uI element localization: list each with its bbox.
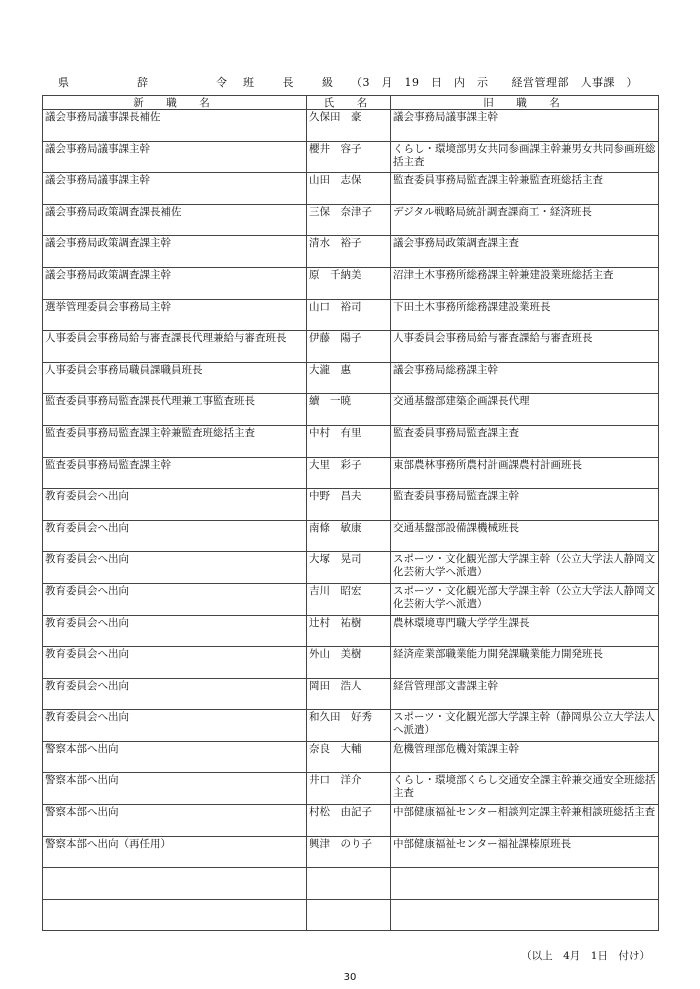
table-row xyxy=(43,805,659,837)
table-row xyxy=(43,773,659,805)
cell-name: 興津 のり子 xyxy=(307,836,391,868)
cell-name: 山田 志保 xyxy=(307,173,391,205)
cell-old-post: 沼津土木事務所総務課主幹兼建設業班総括主査 xyxy=(391,267,659,299)
cell-new-post: 教育委員会へ出向 xyxy=(43,583,307,615)
cell-name: 吉川 昭宏 xyxy=(307,583,391,615)
cell-name: 奈良 大輔 xyxy=(307,741,391,773)
cell-new-post: 監査委員事務局監査課長代理兼工事監査班長 xyxy=(43,394,307,426)
table-row xyxy=(43,552,659,584)
cell-name: 櫻井 容子 xyxy=(307,141,391,173)
cell-old-post xyxy=(391,899,659,931)
cell-old-post: 議会事務局政策調査課主査 xyxy=(391,236,659,268)
table-row xyxy=(43,678,659,710)
cell-name: 山口 裕司 xyxy=(307,299,391,331)
cell-name: 清水 裕子 xyxy=(307,236,391,268)
cell-name: 外山 美樹 xyxy=(307,647,391,679)
cell-name: 大里 彩子 xyxy=(307,457,391,489)
cell-new-post: 選挙管理委員会事務局主幹 xyxy=(43,299,307,331)
table-row xyxy=(43,836,659,868)
table-row xyxy=(43,394,659,426)
cell-new-post: 議会事務局政策調査課長補佐 xyxy=(43,204,307,236)
cell-name: 續 一暁 xyxy=(307,394,391,426)
table-row xyxy=(43,710,659,742)
column-header-old-post: 旧 職 名 xyxy=(391,96,659,110)
header-title xyxy=(58,74,233,90)
cell-old-post: 危機管理部危機対策課主幹 xyxy=(391,741,659,773)
table-header-row xyxy=(43,96,659,110)
table-row xyxy=(43,236,659,268)
cell-new-post: 教育委員会へ出向 xyxy=(43,552,307,584)
header-info: （3 月 19 日 内 示 経営管理部 人事課 ） xyxy=(351,76,638,89)
table-row xyxy=(43,868,659,900)
cell-old-post: くらし・環境部くらし交通安全課主幹兼交通安全班総括主査 xyxy=(391,773,659,805)
cell-new-post: 警察本部へ出向 xyxy=(43,805,307,837)
cell-name: 伊藤 陽子 xyxy=(307,331,391,363)
table-row xyxy=(43,204,659,236)
cell-name: 村松 由記子 xyxy=(307,805,391,837)
header-title-char: 令 xyxy=(216,76,227,89)
page-number: 30 xyxy=(343,972,357,983)
cell-new-post: 教育委員会へ出向 xyxy=(43,647,307,679)
cell-new-post: 教育委員会へ出向 xyxy=(43,710,307,742)
cell-old-post: 東部農林事務所農村計画課農村計画班長 xyxy=(391,457,659,489)
cell-old-post: 交通基盤部建築企画課長代理 xyxy=(391,394,659,426)
cell-old-post: スポーツ・文化観光部大学課主幹（公立大学法人静岡文化芸術大学へ派遣） xyxy=(391,552,659,584)
header-rank-char: 班 xyxy=(243,76,254,89)
table-row xyxy=(43,141,659,173)
cell-old-post: デジタル戦略局統計調査課商工・経済班長 xyxy=(391,204,659,236)
cell-new-post: 議会事務局政策調査課主幹 xyxy=(43,236,307,268)
cell-name: 中野 昌夫 xyxy=(307,489,391,521)
header-rank-char: 級 xyxy=(322,76,333,89)
column-header-new-post: 新 職 名 xyxy=(43,96,307,110)
cell-old-post: くらし・環境部男女共同参画課主幹兼男女共同参画班総括主査 xyxy=(391,141,659,173)
cell-name: 中村 有里 xyxy=(307,425,391,457)
cell-old-post: 下田土木事務所総務課建設業班長 xyxy=(391,299,659,331)
cell-old-post: 監査委員事務局監査課主幹兼監査班総括主査 xyxy=(391,173,659,205)
cell-old-post: 経営管理部文書課主幹 xyxy=(391,678,659,710)
cell-name xyxy=(307,868,391,900)
cell-name: 大瀧 惠 xyxy=(307,362,391,394)
cell-new-post: 人事委員会事務局給与審査課長代理兼給与審査班長 xyxy=(43,331,307,363)
table-row xyxy=(43,331,659,363)
cell-new-post: 警察本部へ出向 xyxy=(43,773,307,805)
table-row xyxy=(43,899,659,931)
cell-name: 和久田 好秀 xyxy=(307,710,391,742)
table-row xyxy=(43,425,659,457)
cell-new-post xyxy=(43,868,307,900)
table-row xyxy=(43,647,659,679)
cell-old-post: 議会事務局総務課主幹 xyxy=(391,362,659,394)
cell-new-post xyxy=(43,899,307,931)
cell-new-post: 議会事務局政策調査課主幹 xyxy=(43,267,307,299)
cell-new-post: 議会事務局議事課長補佐 xyxy=(43,110,307,142)
table-row xyxy=(43,741,659,773)
table-row xyxy=(43,583,659,615)
cell-old-post: 中部健康福祉センター相談判定課主幹兼相談班総括主査 xyxy=(391,805,659,837)
cell-old-post: スポーツ・文化観光部大学課主幹（公立大学法人静岡文化芸術大学へ派遣） xyxy=(391,583,659,615)
cell-new-post: 警察本部へ出向 xyxy=(43,741,307,773)
table-body xyxy=(43,110,659,931)
cell-new-post: 議会事務局議事課主幹 xyxy=(43,173,307,205)
cell-old-post: 経済産業部職業能力開発課職業能力開発班長 xyxy=(391,647,659,679)
header-rank xyxy=(243,74,333,90)
header-rank-char: 長 xyxy=(282,76,294,89)
cell-old-post: 人事委員会事務局給与審査課給与審査班長 xyxy=(391,331,659,363)
table-row xyxy=(43,299,659,331)
cell-new-post: 警察本部へ出向（再任用） xyxy=(43,836,307,868)
cell-old-post: 中部健康福祉センター福祉課榛原班長 xyxy=(391,836,659,868)
cell-new-post: 教育委員会へ出向 xyxy=(43,489,307,521)
document-header xyxy=(58,74,658,90)
cell-old-post: 農林環境専門職大学学生課長 xyxy=(391,615,659,647)
cell-name: 大塚 晃司 xyxy=(307,552,391,584)
header-title-char: 県 xyxy=(58,76,69,89)
cell-name: 井口 洋介 xyxy=(307,773,391,805)
cell-old-post: 議会事務局議事課主幹 xyxy=(391,110,659,142)
table-row xyxy=(43,362,659,394)
cell-old-post: 監査委員事務局監査課主査 xyxy=(391,425,659,457)
cell-old-post: スポーツ・文化観光部大学課主幹（静岡県公立大学法人へ派遣） xyxy=(391,710,659,742)
cell-new-post: 監査委員事務局監査課主幹兼監査班総括主査 xyxy=(43,425,307,457)
cell-name: 岡田 浩人 xyxy=(307,678,391,710)
table-row xyxy=(43,110,659,142)
cell-new-post: 教育委員会へ出向 xyxy=(43,615,307,647)
cell-old-post: 交通基盤部設備課機械班長 xyxy=(391,520,659,552)
cell-new-post: 議会事務局議事課主幹 xyxy=(43,141,307,173)
table-row xyxy=(43,489,659,521)
cell-new-post: 教育委員会へ出向 xyxy=(43,520,307,552)
table-row xyxy=(43,173,659,205)
table-row xyxy=(43,615,659,647)
cell-old-post: 監査委員事務局監査課主幹 xyxy=(391,489,659,521)
effective-date-note: （以上 4月 1日 付け） xyxy=(521,950,650,962)
table-row xyxy=(43,520,659,552)
cell-new-post: 教育委員会へ出向 xyxy=(43,678,307,710)
cell-new-post: 人事委員会事務局職員課職員班長 xyxy=(43,362,307,394)
cell-new-post: 監査委員事務局監査課主幹 xyxy=(43,457,307,489)
cell-name: 久保田 豪 xyxy=(307,110,391,142)
column-header-name: 氏 名 xyxy=(307,96,391,110)
personnel-table xyxy=(42,95,659,931)
table-row xyxy=(43,267,659,299)
cell-name: 原 千納美 xyxy=(307,267,391,299)
cell-old-post xyxy=(391,868,659,900)
cell-name xyxy=(307,899,391,931)
header-title-char: 辞 xyxy=(137,76,148,89)
cell-name: 三保 奈津子 xyxy=(307,204,391,236)
table-row xyxy=(43,457,659,489)
cell-name: 辻村 祐樹 xyxy=(307,615,391,647)
cell-name: 南條 敏康 xyxy=(307,520,391,552)
